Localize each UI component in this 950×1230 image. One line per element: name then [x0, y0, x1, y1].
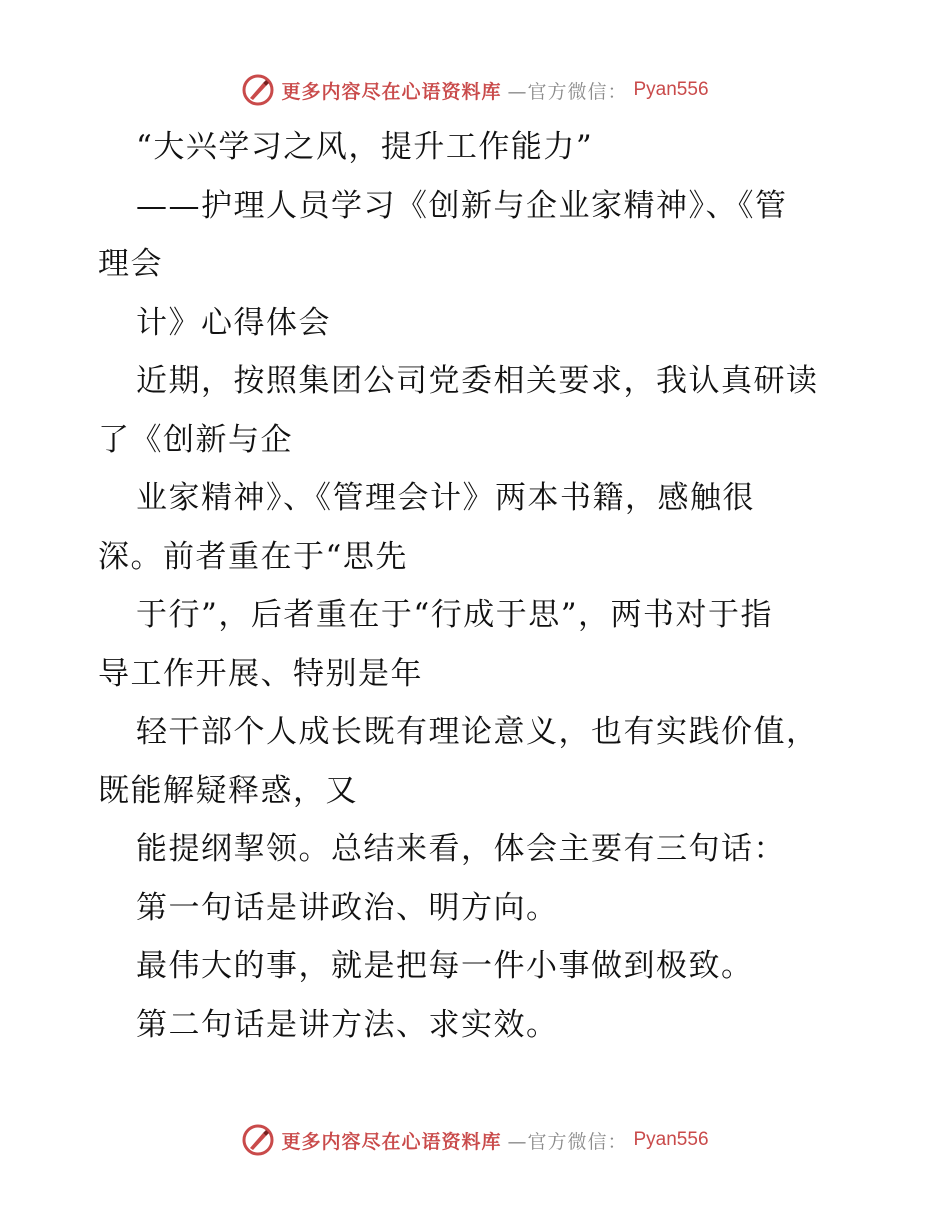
watermark-separator: —官方微信：: [507, 80, 628, 103]
doc-line: 业家精神》、《管理会计》两本书籍，感触很: [136, 480, 755, 516]
red-pen-circle-logo-icon: [241, 1123, 275, 1157]
doc-line: 既能解疑释惑，又: [98, 772, 358, 809]
doc-line: ——护理人员学习《创新与企业家精神》、《管: [136, 187, 788, 224]
doc-line: 计》心得体会: [136, 304, 331, 341]
doc-line: 于行”，后者重在于“行成于思”，两书对于指: [136, 597, 774, 633]
document-body: [98, 118, 858, 1054]
doc-line: 导工作开展、特别是年: [98, 655, 423, 692]
watermark-text: 更多内容尽在心语资料库: [281, 80, 502, 103]
doc-line: 轻干部个人成长既有理论意义，也有实践价值，: [136, 714, 819, 750]
doc-line: “大兴学习之风，提升工作能力”: [136, 129, 594, 165]
watermark-separator: —官方微信：: [507, 1130, 628, 1153]
watermark-wechat-id: Pyan556: [633, 1129, 709, 1150]
doc-line: 第二句话是讲方法、求实效。: [136, 1006, 559, 1043]
doc-line: 理会: [98, 246, 163, 282]
watermark-text: 更多内容尽在心语资料库: [281, 1130, 502, 1153]
footer-watermark: [0, 1120, 950, 1160]
doc-line: 最伟大的事，就是把每一件小事做到极致。: [136, 948, 754, 984]
doc-line: 能提纲挈领。总结来看，体会主要有三句话：: [136, 831, 786, 867]
doc-line: 第一句话是讲政治、明方向。: [136, 889, 559, 926]
red-pen-circle-logo-icon: [241, 73, 275, 107]
doc-line: 了《创新与企: [98, 421, 293, 458]
doc-line: 深。前者重在于“思先: [98, 538, 408, 575]
doc-line: 近期，按照集团公司党委相关要求，我认真研读: [136, 363, 819, 399]
header-watermark: [0, 70, 950, 110]
watermark-wechat-id: Pyan556: [633, 79, 709, 100]
